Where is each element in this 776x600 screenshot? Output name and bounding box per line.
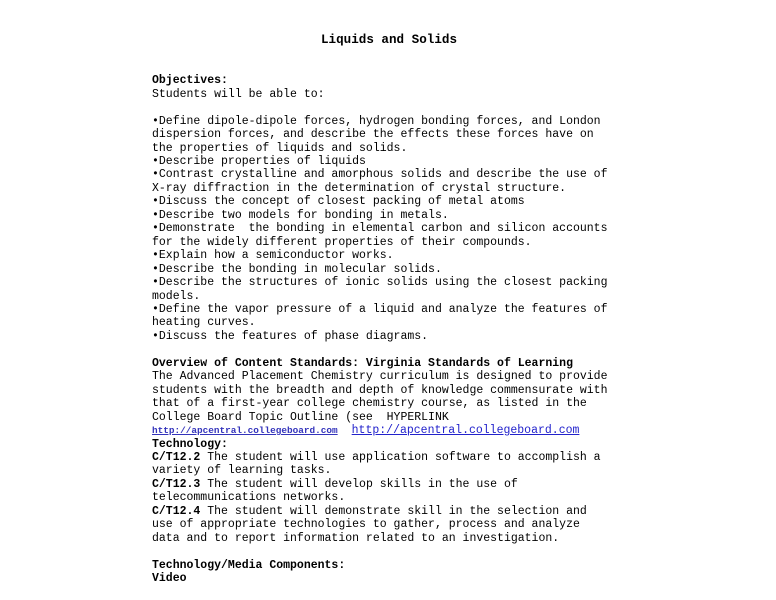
doc-line (152, 303, 626, 316)
doc-line (152, 115, 626, 128)
doc-line (152, 411, 626, 424)
doc-line (152, 142, 626, 155)
technology-heading-text: Technology: (152, 437, 228, 451)
text-run: •Describe the structures of ionic solids using the closest packing (152, 276, 608, 290)
doc-line (152, 155, 626, 168)
text-run: The student will use application software to accomplish a (200, 450, 601, 464)
text-run: •Define dipole-dipole forces, hydrogen bonding forces, and London (152, 114, 601, 128)
text-run: •Contrast crystalline and amorphous solids and describe the use of (152, 168, 608, 182)
text-run: •Define the vapor pressure of a liquid and analyze the features of (152, 303, 608, 317)
doc-line (152, 61, 626, 74)
hyperlink[interactable]: http://apcentral.collegeboard.com (351, 424, 580, 438)
tech-media-heading-text: Technology/Media Components: (152, 558, 346, 572)
doc-line (152, 451, 626, 464)
text-run: dispersion forces, and describe the effects these forces have on (152, 128, 594, 142)
text-run: data and to report information related to an investigation. (152, 531, 560, 545)
text-run: •Discuss the features of phase diagrams. (152, 329, 429, 343)
doc-line (152, 384, 626, 397)
hyperlink-field-code[interactable]: http://apcentral.collegeboard.com (152, 425, 338, 437)
text-run: •Describe the bonding in molecular solids. (152, 262, 442, 276)
doc-line (152, 397, 626, 410)
page-title (152, 34, 626, 47)
doc-line (152, 505, 626, 518)
doc-line (152, 222, 626, 235)
technology-heading (152, 438, 626, 451)
standards-heading (152, 357, 626, 370)
doc-line (152, 236, 626, 249)
text-run: Students will be able to: (152, 87, 325, 101)
doc-line (152, 47, 626, 60)
text-run: •Describe two models for bonding in metals. (152, 208, 449, 222)
video-label-text: Video (152, 572, 187, 586)
doc-line (152, 276, 626, 289)
ct-standard-code: C/T12.2 (152, 450, 201, 464)
doc-line (152, 343, 626, 356)
ct-standard-code: C/T12.4 (152, 504, 201, 518)
doc-line (152, 195, 626, 208)
doc-line (152, 545, 626, 558)
doc-line (152, 168, 626, 181)
text-run: •Demonstrate the bonding in elemental carbon and silicon accounts (152, 222, 608, 236)
objectives-heading (152, 74, 626, 87)
text-run: telecommunications networks. (152, 491, 346, 505)
text-run: variety of learning tasks. (152, 464, 332, 478)
text-run: The Advanced Placement Chemistry curriculum is designed to provide (152, 370, 608, 384)
doc-line (152, 370, 626, 383)
standards-heading-text: Overview of Content Standards: Virginia Standards of Learning (152, 356, 573, 370)
document-body (152, 34, 626, 586)
doc-line (152, 263, 626, 276)
text-run: for the widely different properties of their compounds. (152, 235, 532, 249)
video-label (152, 572, 626, 585)
doc-line (152, 316, 626, 329)
doc-line (152, 532, 626, 545)
text-run: College Board Topic Outline (see HYPERLINK (152, 410, 449, 424)
doc-line (152, 101, 626, 114)
text-run: X-ray diffraction in the determination of crystal structure. (152, 181, 567, 195)
text-run: students with the breadth and depth of knowledge commensurate with (152, 383, 608, 397)
doc-line (152, 249, 626, 262)
text-run: •Describe properties of liquids (152, 155, 366, 169)
ct-standard-code: C/T12.3 (152, 477, 201, 491)
text-run: The student will demonstrate skill in the selection and (200, 504, 587, 518)
text-run: the properties of liquids and solids. (152, 141, 408, 155)
doc-line (152, 290, 626, 303)
text-run: •Explain how a semiconductor works. (152, 249, 394, 263)
tech-media-heading (152, 559, 626, 572)
doc-line (152, 182, 626, 195)
doc-line (152, 88, 626, 101)
text-run: models. (152, 289, 201, 303)
doc-line (152, 518, 626, 531)
text-run: heating curves. (152, 316, 256, 330)
objectives-heading-text: Objectives: (152, 74, 228, 88)
text-run: that of a first-year college chemistry course, as listed in the (152, 397, 587, 411)
doc-line (152, 491, 626, 504)
page-title-text: Liquids and Solids (320, 33, 458, 47)
text-run: use of appropriate technologies to gather, process and analyze (152, 518, 580, 532)
doc-line (152, 128, 626, 141)
text-run: The student will develop skills in the use of (200, 477, 518, 491)
doc-line (152, 330, 626, 343)
doc-line (152, 209, 626, 222)
hyperlink-line (152, 424, 626, 437)
doc-line (152, 478, 626, 491)
text-run: •Discuss the concept of closest packing of metal atoms (152, 195, 525, 209)
doc-line (152, 464, 626, 477)
